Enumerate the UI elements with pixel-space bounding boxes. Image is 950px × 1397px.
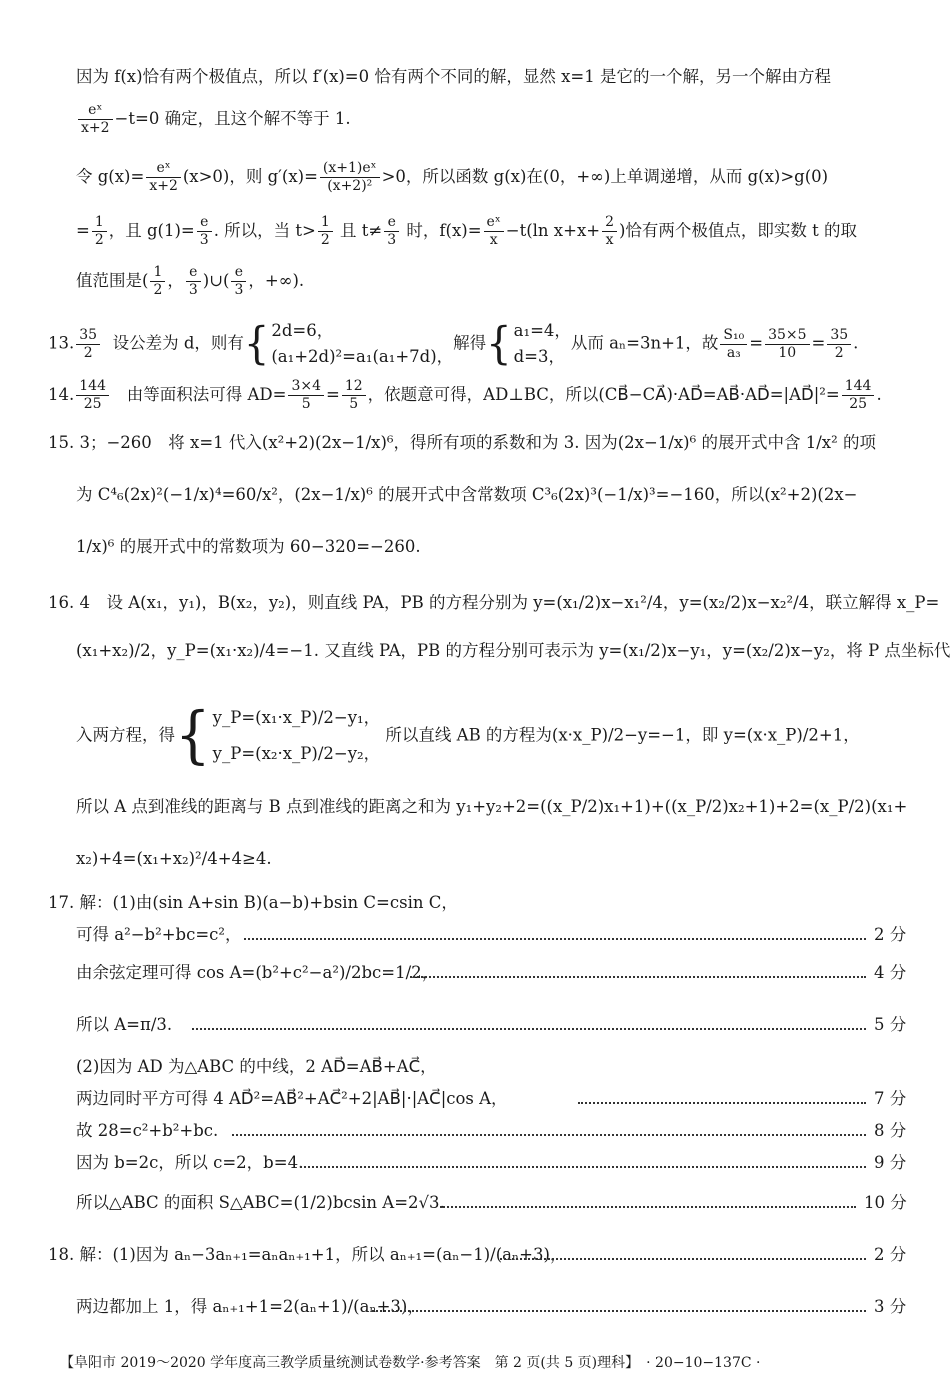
question-16-line: 16. 4 设 A(x₁，y₁)，B(x₂，y₂)，则直线 PA，PB 的方程分别为 y=(x₁/2)x−x₁²/4，y=(x₂/2)x−x₂²/4，联立解得 x_P= bbox=[48, 593, 940, 612]
solution-step: 由余弦定理可得 cos A=(b²+c²−a²)/2bc=1/2， bbox=[76, 963, 439, 982]
text-line: 因为 f(x)恰有两个极值点，所以 f′(x)=0 恰有两个不同的解，显然 x=1 是它的一个解，另一个解由方程 bbox=[76, 67, 831, 86]
leader-dots bbox=[244, 938, 866, 940]
question-16-line: x₂)+4=(x₁+x₂)²/4+4≥4. bbox=[76, 849, 272, 868]
solution-step: 两边同时平方可得 4 AD⃗²=AB⃗²+AC⃗²+2|AB⃗|·|AC⃗|cos A， bbox=[76, 1089, 508, 1108]
question-15-line: 15. 3；−260 将 x=1 代入(x²+2)(2x−1/x)⁶，得所有项的系数和为 3. 因为(2x−1/x)⁶ 的展开式中含 1/x² 的项 bbox=[48, 433, 876, 452]
question-15-line: 为 C⁴₆(2x)²(−1/x)⁴=60/x²，(2x−1/x)⁶ 的展开式中含常数项 C³₆(2x)³(−1/x)³=−160，所以(x²+2)(2x− bbox=[76, 485, 858, 504]
leader-dots bbox=[232, 1134, 866, 1136]
solution-step: (2)因为 AD 为△ABC 的中线，2 AD⃗=AB⃗+AC⃗， bbox=[76, 1057, 437, 1076]
solution-step: 故 28=c²+b²+bc. bbox=[76, 1121, 219, 1140]
fraction: $\frac{\text{eˣ}}{x+2}$ bbox=[78, 102, 113, 137]
question-16-line: 入两方程，得{ y_P=(x₁·x_P)/2−y₁， y_P=(x₂·x_P)/2−y₂， 所以直线 AB 的方程为(x·x_P)/2−y=−1，即 y=(x·x_P)/2+1， bbox=[76, 699, 860, 772]
score-label: 3 分 bbox=[874, 1297, 907, 1316]
leader-dots bbox=[578, 1102, 866, 1104]
score-label: 5 分 bbox=[874, 1015, 907, 1034]
solution-step: 两边都加上 1，得 aₙ₊₁+1=2(aₙ+1)/(aₙ+3)， bbox=[76, 1297, 424, 1316]
leader-dots bbox=[500, 1258, 866, 1260]
text-line: = $\frac{1}{2}$ ，且 g(1)= $\frac{e}{3}$ . 所以，当 t> $\frac{1}{2}$ 且 t≠ $\frac{e}{3}$ 时，f(x)= $\frac{\text{eˣ}}{x}$ −t(ln x+x+ $\frac{2}{x}$ )恰有两个极值点，即实数 t 的取 bbox=[76, 214, 858, 248]
score-label: 2 分 bbox=[874, 1245, 907, 1264]
solution-step: 可得 a²−b²+bc=c²， bbox=[76, 925, 242, 944]
text-line: $\frac{\text{eˣ}}{x+2}$ −t=0 确定，且这个解不等于 1. bbox=[76, 102, 351, 137]
leader-dots bbox=[372, 1310, 866, 1312]
leader-dots bbox=[300, 1166, 866, 1168]
score-label: 4 分 bbox=[874, 963, 907, 982]
question-14: 14. $\frac{144}{25}$ 由等面积法可得 AD= $\frac{3\times 4}{5}$ = $\frac{12}{5}$ ，依题意可得，AD⊥BC，所以(CB⃗−CA⃗)·AD⃗=AB⃗·AD⃗=|AD⃗|²= $\frac{144}{25}$ . bbox=[48, 378, 882, 412]
solution-step: 所以△ABC 的面积 S△ABC=(1/2)bcsin A=2√3. bbox=[76, 1193, 445, 1212]
text-line: 令 g(x)= $\frac{\text{eˣ}}{x+2}$ (x>0)，则 g′(x)= $\frac{\text{(x+1)eˣ}}{\text{(x+2)²}}$ >0，所以函数 g(x)在(0，+∞)上单调递增，从而 g(x)>g(0) bbox=[76, 160, 829, 194]
question-13: 13. $\frac{35}{2}$ 设公差为 d，则有{ 2d=6， (a₁+2d)²=a₁(a₁+7d)， 解得{ a₁=4， d=3， 从而 aₙ=3n+1，故 $\frac{\text{S₁₀}}{\text{a₃}}$ = $\frac{35\times 5}{10}$ = $\frac{35}{2}$ . bbox=[48, 318, 859, 370]
page-footer: 【阜阳市 2019～2020 学年度高三教学质量统测试卷数学·参考答案 第 2 页(共 5 页)理科】 · 20−10−137C · bbox=[60, 1355, 761, 1371]
solution-step: 所以 A=π/3. bbox=[76, 1015, 173, 1034]
score-label: 10 分 bbox=[864, 1193, 907, 1212]
question-17-head: 17. 解：(1)由(sin A+sin B)(a−b)+bsin C=csin C， bbox=[48, 893, 458, 912]
solution-step: 因为 b=2c，所以 c=2，b=4. bbox=[76, 1153, 304, 1172]
question-16-line: 所以 A 点到准线的距离与 B 点到准线的距离之和为 y₁+y₂+2=((x_P/2)x₁+1)+((x_P/2)x₂+1)+2=(x_P/2)(x₁+ bbox=[76, 797, 908, 816]
leader-dots bbox=[192, 1028, 866, 1030]
leader-dots bbox=[410, 976, 866, 978]
question-16-line: (x₁+x₂)/2，y_P=(x₁·x₂)/4=−1. 又直线 PA，PB 的方程分别可表示为 y=(x₁/2)x−y₁，y=(x₂/2)x−y₂，将 P 点坐标代 bbox=[76, 641, 950, 660]
score-label: 2 分 bbox=[874, 925, 907, 944]
score-label: 8 分 bbox=[874, 1121, 907, 1140]
score-label: 9 分 bbox=[874, 1153, 907, 1172]
question-18-head: 18. 解：(1)因为 aₙ−3aₙ₊₁=aₙaₙ₊₁+1，所以 aₙ₊₁=(aₙ−1)/(aₙ+3)， bbox=[48, 1245, 567, 1264]
score-label: 7 分 bbox=[874, 1089, 907, 1108]
leader-dots bbox=[440, 1206, 856, 1208]
text-line: 值范围是( $\frac{1}{2}$ ， $\frac{e}{3}$ )∪( $\frac{e}{3}$ ，+∞). bbox=[76, 264, 305, 298]
question-15-line: 1/x)⁶ 的展开式中的常数项为 60−320=−260. bbox=[76, 537, 421, 556]
